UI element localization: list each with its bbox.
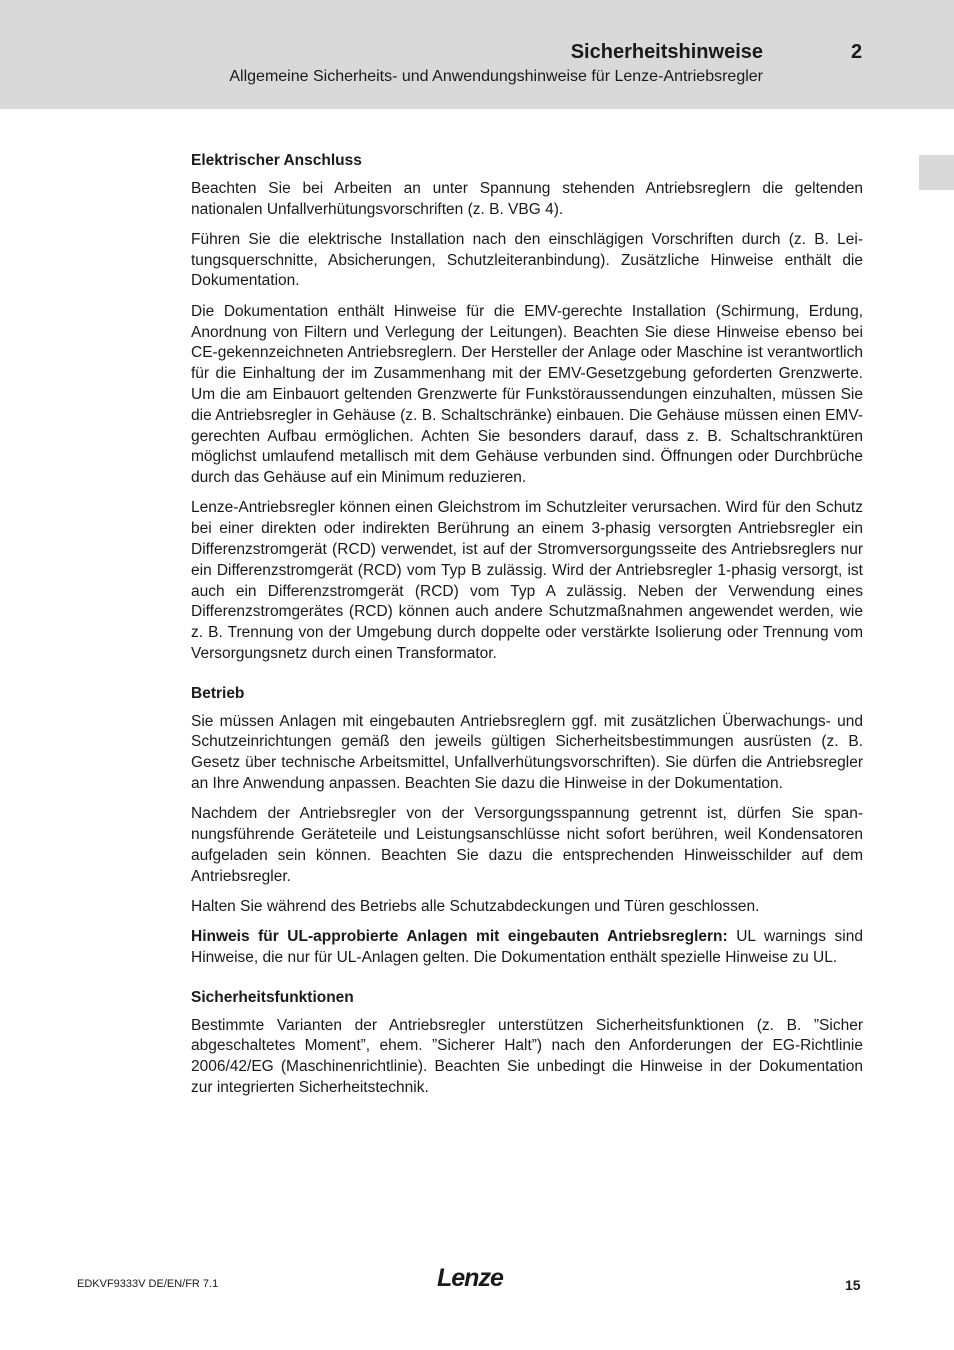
chapter-tab-marker — [919, 155, 954, 190]
ul-note-text: UL warnings sind Hinweise, die nur für UL-Anlagen gelten. Die Dokumentation enthält spezielle Hinweise zu UL. — [191, 928, 863, 967]
page-number: 15 — [845, 1277, 861, 1293]
ul-note-label: Hinweis für UL-approbierte Anlagen mit eingebauten Antriebsreglern: — [191, 928, 728, 946]
paragraph: Nachdem der Antriebsregler von der Versorgungsspannung getrennt ist, dürfen Sie spannungsführende Geräteteile und Leistungsanschlüsse nicht sofort berühren, weil Kondensatoren aufgeladen sein können. Beachten Sie dazu die entsprechenden Hinweisschilder auf dem Antriebsregler. — [191, 805, 863, 885]
section-title: Sicherheitshinweise — [570, 41, 763, 63]
paragraph: Sie müssen Anlagen mit eingebauten Antriebsreglern ggf. mit zusätzlichen Überwachungs- und Schutzeinrichtungen gemäß den jeweils gültigen Sicherheitsbestimmungen ausrüsten (z. B. Gesetz über technische Arbeitsmittel, Unfallverhütungsvorschriften). Sie dürfen die Antriebsregler an Ihre Anwendung anpassen. Beachten Sie dazu die Hinweise in der Dokumentation. — [191, 712, 863, 793]
paragraph: Die Dokumentation enthält Hinweise für die EMV-gerechte Installation (Schirmung, Erdung, Anordnung von Filtern und Verlegung der Leitungen). Beachten Sie diese Hinweise ebenso bei CE-gekennzeichneten Antriebsreglern. Der Hersteller der Anlage oder Maschine ist verantwortlich für die Einhaltung der im Zusammenhang mit der EMV-Gesetzgebung geforderten Grenzwerte. Um die am Einbauort geltenden Grenzwerte für Funkstöraussendungen einzuhalten, müssen Sie die Antriebsregler in Gehäuse (z. B. Schaltschränke) einbauen. Die Gehäuse müssen einen EMV-gerechten Aufbau ermöglichen. Achten Sie besonders darauf, dass z. B. Schaltschranktüren möglichst umlaufend metallisch mit dem Gehäuse verbunden sind. Öffnungen oder Durchbrüche durch das Gehäuse auf ein Minimum reduzieren. — [191, 302, 863, 487]
paragraph: Lenze-Antriebsregler können einen Gleichstrom im Schutzleiter verursachen. Wird für den Schutz bei einer direkten oder indirekten Berührung an einem 3-phasig versorgten Antriebsregler ein Differenzstromgerät (RCD) verwendet, ist auf der Stromversorgungsseite des Antriebsreglers nur ein Differenzstromgerät (RCD) vom Typ B zulässig. Wird der Antriebsregler 1-phasig versorgt, ist auch ein Differenzstromgerät (RCD) vom Typ A zulässig. Neben der Verwendung eines Differenzstromgerätes (RCD) können auch andere Schutzmaßnahmen angewendet werden, wie z. B. Trennung von der Umgebung durch doppelte oder verstärkte Isolierung oder Trennung vom Versorgungsnetz durch einen Transformator. — [191, 499, 863, 663]
paragraph: Halten Sie während des Betriebs alle Schutzabdeckungen und Türen geschlossen. — [191, 898, 760, 915]
paragraph: Bestimmte Varianten der Antriebsregler unterstützen Sicherheitsfunktionen (z. B. ”Sicher abgeschaltetes Moment”, ehem. ”Sicherer Halt”) nach den Anforderungen der EG-Richtlinie 2006/42/EG (Maschinenrichtlinie). Beachten Sie unbedingt die Hinweise in der Dokumentation zur integrierten Sicherheitstechnik. — [191, 1016, 863, 1097]
heading-betrieb: Betrieb — [191, 684, 245, 702]
paragraph: Beachten Sie bei Arbeiten an unter Spannung stehenden Antriebsreglern die geltenden nationalen Unfallverhütungsvorschriften (z. B. VBG 4). — [191, 179, 863, 218]
ul-note-paragraph — [191, 927, 863, 969]
paragraph: Führen Sie die elektrische Installation nach den einschlägigen Vorschriften durch (z. B. Leitungsquerschnitte, Absicherungen, Schutzleiteranbindung). Zusätzliche Hinweise enthält die Dokumentation. — [191, 230, 863, 290]
page-content — [191, 151, 863, 1108]
section-subtitle: Allgemeine Sicherheits- und Anwendungshinweise für Lenze-Antriebsregler — [229, 68, 763, 85]
heading-sicherheitsfunktionen: Sicherheitsfunktionen — [191, 988, 354, 1006]
lenze-logo: Lenze — [437, 1264, 503, 1292]
heading-elektrischer-anschluss: Elektrischer Anschluss — [191, 152, 362, 169]
header-band — [0, 0, 954, 109]
chapter-number: 2 — [851, 41, 863, 63]
document-id: EDKVF9333V DE/EN/FR 7.1 — [77, 1278, 219, 1290]
